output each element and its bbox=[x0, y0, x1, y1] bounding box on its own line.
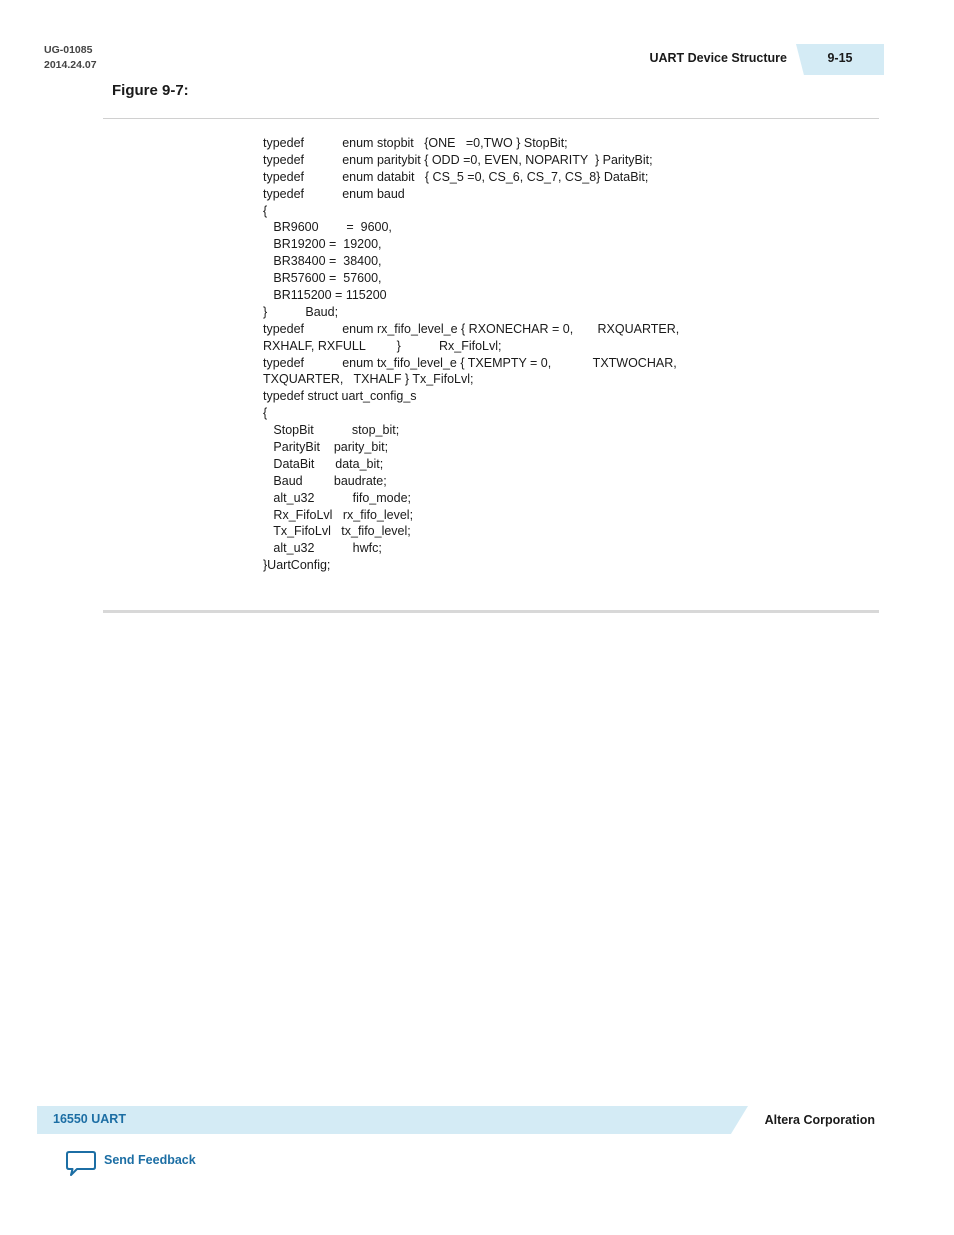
footer-chapter-name: 16550 UART bbox=[53, 1112, 126, 1126]
code-line: BR115200 = 115200 bbox=[263, 288, 387, 303]
code-line: Baud baudrate; bbox=[263, 473, 387, 488]
code-line: typedef enum stopbit {ONE =0,TWO } StopBit; bbox=[263, 136, 568, 150]
footer-company-name: Altera Corporation bbox=[764, 1113, 875, 1127]
code-line: { bbox=[263, 203, 268, 218]
code-line: TXQUARTER, TXHALF } Tx_FifoLvl; bbox=[263, 372, 474, 387]
code-line: typedef enum rx_fifo_level_e { RXONECHAR = 0, RXQUARTER, bbox=[263, 321, 680, 336]
document-number: UG-01085 bbox=[44, 44, 93, 56]
code-line: alt_u32 fifo_mode; bbox=[263, 490, 411, 505]
code-line: typedef enum baud bbox=[263, 186, 405, 201]
code-line: alt_u32 hwfc; bbox=[263, 541, 382, 556]
code-line: BR9600 = 9600, bbox=[263, 220, 392, 235]
figure-title: Figure 9-7: bbox=[112, 82, 189, 99]
code-line: DataBit data_bit; bbox=[263, 456, 384, 471]
send-feedback-link[interactable]: Send Feedback bbox=[104, 1153, 196, 1167]
code-line: BR57600 = 57600, bbox=[263, 271, 382, 286]
code-line: typedef struct uart_config_s bbox=[263, 389, 417, 404]
code-line: typedef enum databit { CS_5 =0, CS_6, CS_7, CS_8} DataBit; bbox=[263, 169, 649, 184]
code-line: }UartConfig; bbox=[263, 558, 331, 573]
code-line: Rx_FifoLvl rx_fifo_level; bbox=[263, 507, 414, 522]
code-listing bbox=[263, 135, 763, 574]
code-line: StopBit stop_bit; bbox=[263, 423, 400, 438]
code-line: typedef enum tx_fifo_level_e { TXEMPTY = 0, TXTWOCHAR, bbox=[263, 355, 677, 370]
code-line: RXHALF, RXFULL } Rx_FifoLvl; bbox=[263, 338, 502, 353]
document-id-block bbox=[44, 43, 97, 73]
section-title: UART Device Structure bbox=[649, 51, 787, 65]
speech-bubble-icon[interactable] bbox=[65, 1150, 97, 1178]
code-line: BR38400 = 38400, bbox=[263, 254, 382, 269]
page-number: 9-15 bbox=[827, 51, 853, 65]
figure-bottom-rule bbox=[103, 610, 879, 613]
code-line: BR19200 = 19200, bbox=[263, 237, 382, 252]
footer-band bbox=[37, 1106, 748, 1134]
code-line: Tx_FifoLvl tx_fifo_level; bbox=[263, 524, 411, 539]
code-line: { bbox=[263, 406, 268, 421]
code-line: typedef enum paritybit { ODD =0, EVEN, NOPARITY } ParityBit; bbox=[263, 152, 653, 167]
code-line: ParityBit parity_bit; bbox=[263, 440, 389, 455]
code-line: } Baud; bbox=[263, 304, 339, 319]
figure-top-rule bbox=[103, 118, 879, 119]
document-date: 2014.24.07 bbox=[44, 59, 97, 71]
